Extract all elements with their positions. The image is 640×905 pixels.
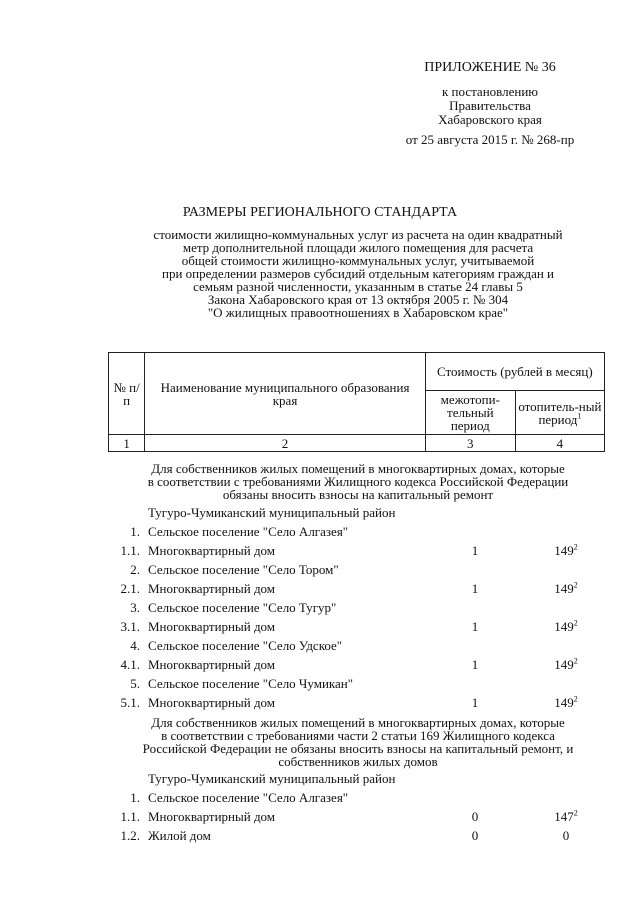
row-value-heating [530, 694, 602, 712]
row-value-inter-heating: 0 [471, 828, 479, 843]
section-heading-line: Для собственников жилых помещений в многоквартирных домах, которые [151, 715, 565, 730]
table-row [0, 618, 640, 636]
section-heading-line: в соответствии с требованиями Жилищного кодекса Российской Федерации [147, 474, 569, 489]
table-row [0, 694, 640, 712]
row-number: 2.1. [120, 581, 140, 596]
row-name: Сельское поселение "Село Алгазея" [148, 524, 349, 539]
row-value-inter-heating: 1 [471, 619, 479, 634]
row-number: 1.1. [120, 809, 140, 824]
district-name: Тугуро-Чумиканский муниципальный район [148, 505, 396, 520]
row-value-inter-heating: 0 [471, 809, 479, 824]
row-number: 4. [130, 638, 140, 653]
district-name: Тугуро-Чумиканский муниципальный район [148, 771, 396, 786]
row-value-heating-number: 149 [554, 619, 574, 634]
appendix-title: ПРИЛОЖЕНИЕ № 36 [424, 60, 556, 75]
row-number: 4.1. [120, 657, 140, 672]
subtitle-line: стоимости жилищно-коммунальных услуг из расчета на один квадратный [153, 227, 563, 242]
section-heading-line: собственников жилых домов [278, 754, 438, 769]
subtitle-line: "О жилищных правоотношениях в Хабаровском крае" [207, 305, 509, 320]
table-row [0, 542, 640, 560]
subtitle-line: Закона Хабаровского края от 13 октября 2005 г. № 304 [207, 292, 509, 307]
section-heading-line: в соответствии с требованиями части 2 статьи 169 Жилищного кодекса [161, 728, 555, 743]
row-value-heating [530, 580, 602, 598]
index-cell: 4 [515, 435, 604, 452]
section-heading-line: Российской Федерации не обязаны вносить взносы на капитальный ремонт, и [142, 741, 574, 756]
row-name: Многоквартирный дом [148, 695, 276, 710]
row-name: Сельское поселение "Село Удское" [148, 638, 343, 653]
row-value-heating-number: 149 [554, 543, 574, 558]
table-row [0, 656, 640, 674]
row-value-inter-heating: 1 [471, 581, 479, 596]
table-row [0, 637, 640, 655]
row-value-footnote: 2 [573, 618, 578, 628]
row-value-footnote: 2 [573, 542, 578, 552]
document-title: РАЗМЕРЫ РЕГИОНАЛЬНОГО СТАНДАРТА [182, 205, 458, 220]
table-row [0, 599, 640, 617]
header-heating [515, 391, 604, 435]
row-name: Сельское поселение "Село Алгазея" [148, 790, 349, 805]
row-number: 1.1. [120, 543, 140, 558]
header-heating-footnote: 1 [577, 411, 582, 421]
row-value-heating-number: 149 [554, 657, 574, 672]
subtitle-line: семьям разной численности, указанным в статье 24 главы 5 [193, 279, 523, 294]
header-cost: Стоимость (рублей в месяц) [425, 353, 604, 391]
row-number: 5. [130, 676, 140, 691]
district-row [0, 770, 640, 788]
table-row [0, 675, 640, 693]
row-name: Многоквартирный дом [148, 657, 276, 672]
index-cell: 2 [145, 435, 425, 452]
row-value-heating [530, 542, 602, 560]
header-name: Наименование муниципального образования края [145, 353, 425, 435]
row-number: 3.1. [120, 619, 140, 634]
row-value-heating [530, 656, 602, 674]
row-name: Многоквартирный дом [148, 619, 276, 634]
row-number: 5.1. [120, 695, 140, 710]
subtitle-line: общей стоимости жилищно-коммунальных услуг, учитываемой [181, 253, 535, 268]
index-cell: 3 [425, 435, 515, 452]
row-name: Сельское поселение "Село Тугур" [148, 600, 337, 615]
header-inter-heating: межотопи-тельный период [425, 391, 515, 435]
appendix-date: от 25 августа 2015 г. № 268-пр [405, 132, 575, 147]
row-number: 3. [130, 600, 140, 615]
header-heating-label: отопитель-ный период [518, 398, 602, 427]
row-value-inter-heating: 1 [471, 657, 479, 672]
row-value-footnote: 2 [573, 580, 578, 590]
section-heading [104, 716, 612, 768]
row-value-heating [530, 808, 602, 826]
row-name: Сельское поселение "Село Чумикан" [148, 676, 354, 691]
row-name: Многоквартирный дом [148, 809, 276, 824]
row-value-footnote: 2 [573, 694, 578, 704]
row-value-heating-number: 147 [554, 809, 574, 824]
row-value-footnote: 2 [573, 808, 578, 818]
row-name: Жилой дом [148, 828, 211, 843]
document-subtitle [100, 228, 616, 319]
index-cell: 1 [109, 435, 145, 452]
row-value-heating-number: 0 [562, 828, 570, 843]
district-row [0, 504, 640, 522]
row-number: 1.2. [120, 828, 140, 843]
row-value-inter-heating: 1 [471, 695, 479, 710]
row-number: 2. [130, 562, 140, 577]
row-number: 1. [130, 790, 140, 805]
appendix-line-2: Правительства [449, 98, 531, 113]
table-row [0, 580, 640, 598]
table-row [0, 561, 640, 579]
table-row [0, 789, 640, 807]
row-value-heating-number: 149 [554, 695, 574, 710]
row-value-heating [530, 618, 602, 636]
section-heading-line: обязаны вносить взносы на капитальный ремонт [222, 487, 494, 502]
row-number: 1. [130, 524, 140, 539]
appendix-line-1: к постановлению [441, 84, 539, 99]
row-value-heating [530, 827, 602, 845]
appendix-block [380, 59, 600, 147]
header-num: № п/п [109, 353, 145, 435]
subtitle-line: метр дополнительной площади жилого помещения для расчета [182, 240, 534, 255]
row-name: Многоквартирный дом [148, 581, 276, 596]
section-heading [104, 462, 612, 501]
appendix-line-3: Хабаровского края [438, 112, 542, 127]
row-value-footnote: 2 [573, 656, 578, 666]
section-heading-line: Для собственников жилых помещений в многоквартирных домах, которые [151, 461, 565, 476]
row-value-heating-number: 149 [554, 581, 574, 596]
row-name: Сельское поселение "Село Тором" [148, 562, 339, 577]
subtitle-line: при определении размеров субсидий отдельным категориям граждан и [162, 266, 554, 281]
table-row [0, 808, 640, 826]
table-row [0, 523, 640, 541]
row-value-inter-heating: 1 [471, 543, 479, 558]
row-name: Многоквартирный дом [148, 543, 276, 558]
header-table [108, 352, 605, 452]
table-row [0, 827, 640, 845]
